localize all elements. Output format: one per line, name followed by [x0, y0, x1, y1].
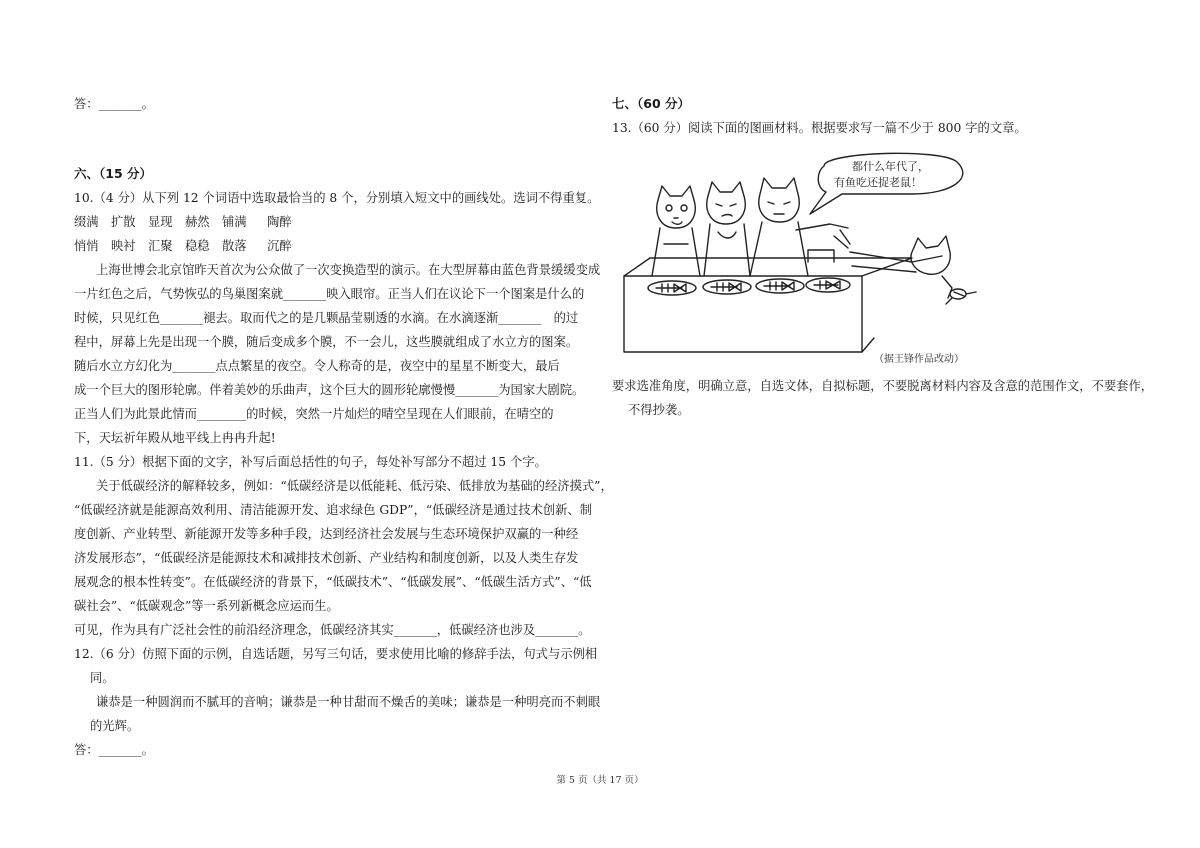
q11-passage-line: 济发展形态”，“低碳经济是能源技术和减排技术创新、产业结构和制度创新，以及人类生存发	[74, 551, 579, 565]
word: 沉醉	[267, 239, 292, 253]
word: 缀满	[74, 215, 99, 229]
q11-passage-line: 关于低碳经济的解释较多，例如：“低碳经济是以低能耗、低污染、低排放为基础的经济摸式”，	[96, 479, 613, 493]
word: 悄悄	[74, 239, 99, 253]
word: 显现	[148, 215, 173, 229]
mouse	[946, 289, 976, 304]
q10-passage-line: 随后水立方幻化为_______点点繁星的夜空。令人称奇的是，夜空中的星星不断变大，最后	[74, 359, 560, 373]
page-footer: 第 5 页（共 17 页）	[556, 775, 644, 786]
q10-passage-line: 一片红色之后，气势恢弘的鸟巢图案就_______映入眼帘。正当人们在议论下一个图案是什么的	[74, 287, 585, 301]
q12-example-cont: 的光辉。	[90, 719, 140, 733]
cat-2	[704, 182, 750, 276]
q11-passage-line: 碳社会”、“低碳观念”等一系列新概念应运而生。	[74, 599, 339, 613]
word: 扩散	[111, 215, 136, 229]
q10-passage-line: 时候，只见红色_______褪去。取而代之的是几颗晶莹剔透的水滴。在水滴逐渐_______ 的过	[74, 311, 579, 325]
cartoon-illustration	[612, 148, 992, 370]
q11-stem: 11.（5 分）根据下面的文字，补写后面总括性的句子，每处补写部分不超过 15 个字。	[74, 455, 547, 469]
q13-requirements	[612, 374, 1152, 422]
q12-stem: 12.（6 分）仿照下面的示例，自选话题，另写三句话，要求使用比喻的修辞手法，句式与示例相	[74, 647, 598, 661]
q10-passage-line: 成一个巨大的图形轮廓。伴着美妙的乐曲声，这个巨大的圆形轮廓慢慢_______为国家大剧院。	[74, 383, 585, 397]
requirement-line: 要求选准角度，明确立意，自选文体，自拟标题，不要脱离材料内容及含意的范围作文，不要套作，	[612, 379, 1154, 393]
cat-4	[834, 230, 964, 298]
section-7-title: 七、（60 分）	[612, 96, 690, 111]
q10-passage-line: 上海世博会北京馆昨天首次为公众做了一次变换造型的演示。在大型屏幕由蓝色背景缓缓变成	[96, 263, 601, 277]
q12-stem-cont: 同。	[90, 671, 115, 685]
q10-stem: 10.（4 分）从下列 12 个词语中选取最恰当的 8 个，分别填入短文中的画线处。选词不得重复。	[74, 191, 600, 205]
q11-passage-line: 展观念的根本性转变”。在低碳经济的背景下，“低碳技术”、“低碳发展”、“低碳生活方式”、“低	[74, 575, 592, 589]
q13-stem: 13.（60 分）阅读下面的图画材料。根据要求写一篇不少于 800 字的文章。	[612, 121, 1027, 135]
q10-passage-line: 程中，屏幕上先是出现一个膜，随后变成多个膜，不一会儿，这些膜就组成了水立方的图案。	[74, 335, 579, 349]
q10-passage-line: 下，天坛祈年殿从地平线上冉冉升起!	[74, 431, 276, 445]
requirement-line-cont: 不得抄袭。	[628, 403, 690, 417]
q10-passage-line: 正当人们为此景此情而________的时候，突然一片灿烂的晴空呈现在人们眼前，在晴空的	[74, 407, 554, 421]
left-column	[74, 92, 613, 762]
section-6-title: 六、（15 分）	[74, 166, 152, 181]
word: 稳稳	[185, 239, 210, 253]
q12-example: 谦恭是一种圆润而不腻耳的音响；谦恭是一种甘甜而不燥舌的美味；谦恭是一种明亮而不刺眼	[96, 695, 601, 709]
cat-1	[652, 186, 700, 276]
q10-word-row-2	[74, 234, 594, 258]
word: 映衬	[111, 239, 136, 253]
bubble-text-line-2: 有鱼吃还捉老鼠！	[834, 176, 922, 189]
word: 散落	[222, 239, 247, 253]
answer-line-top: 答：_______。	[74, 97, 154, 111]
word: 陶醉	[267, 215, 292, 229]
q11-passage-line: 度创新、产业转型、新能源开发等多种手段，达到经济社会发展与生态环境保护双赢的一种经	[74, 527, 579, 541]
word: 赫然	[185, 215, 210, 229]
cartoon-caption: （据王锋作品改动）	[874, 354, 964, 365]
word: 铺满	[222, 215, 247, 229]
answer-line-bottom: 答：_______。	[74, 743, 154, 757]
bubble-text-line-1: 都什么年代了，	[852, 160, 929, 173]
q11-fill-line: 可见，作为具有广泛社会性的前沿经济理念，低碳经济其实_______，低碳经济也涉及_______。	[74, 623, 591, 637]
right-column	[612, 92, 1132, 140]
q11-passage-line: “低碳经济就是能源高效利用、清洁能源开发、追求绿色 GDP”，“低碳经济是通过技术创新、制	[74, 503, 593, 517]
q10-word-row-1	[74, 210, 594, 234]
word: 汇聚	[148, 239, 173, 253]
cat-3	[750, 178, 848, 276]
